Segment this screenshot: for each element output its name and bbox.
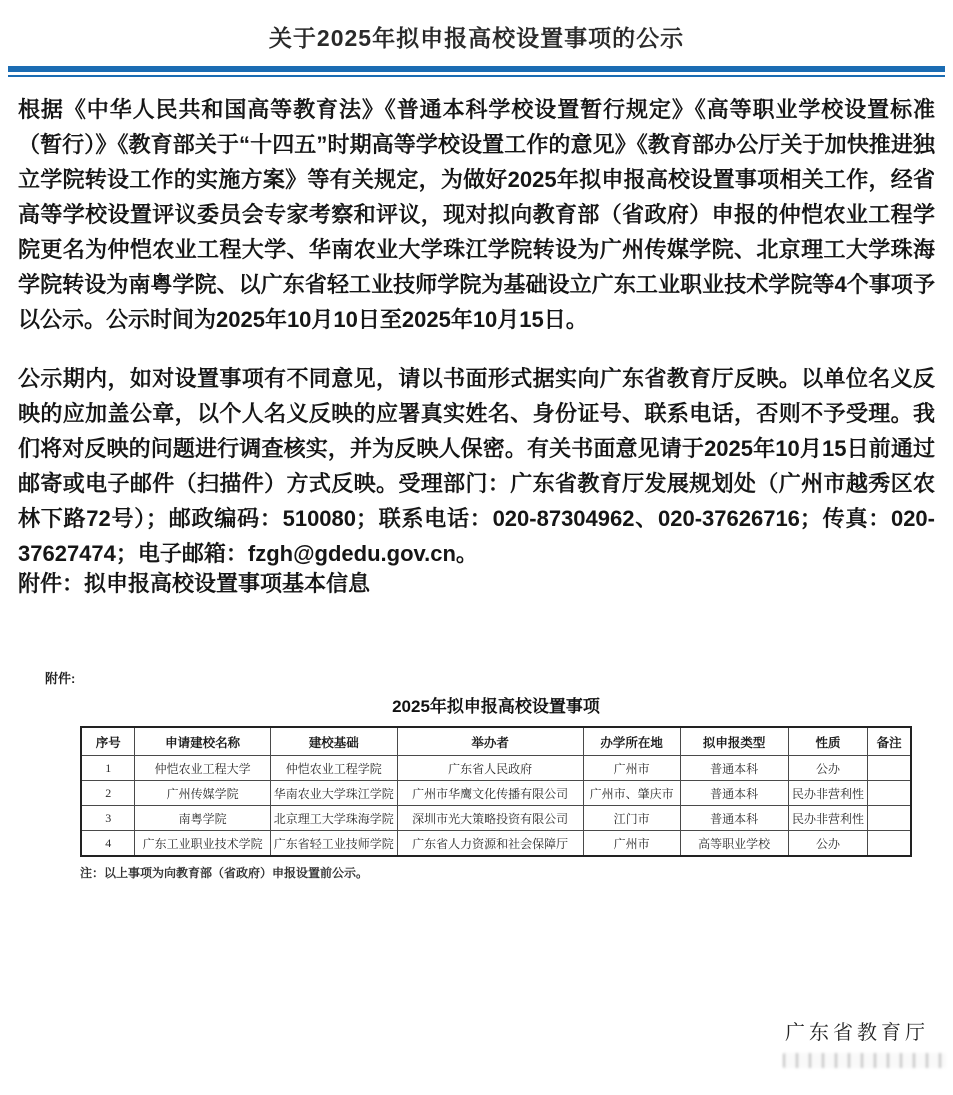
cell-apply-type: 普通本科 (680, 756, 788, 781)
attachment-reference-line: 附件：拟申报高校设置事项基本信息 (18, 571, 371, 596)
blurred-date-smudge (783, 1053, 946, 1068)
paragraph-feedback-instructions: 公示期内，如对设置事项有不同意见，请以书面形式据实向广东省教育厅反映。以单位名义反映的应加盖公章，以个人名义反映的应署真实姓名、身份证号、联系电话，否则不予受理。我们将对反映的问题进行调查核实，并为反映人保密。有关书面意见请于2025年10月15日前通过邮寄或电子邮件（扫描件）方式反映。受理部门：广东省教育厅发展规划处（广州市越秀区农林下路72号）；邮政编码：510080；联系电话：020-87304962、020-37626716；传真：020-37627474；电子邮箱：fzgh@gdedu.gov.cn。 (18, 366, 935, 566)
cell-apply-type: 高等职业学校 (680, 831, 788, 857)
attachment-label: 附件: (45, 671, 76, 686)
cell-location: 广州市 (583, 756, 680, 781)
setup-items-table (80, 726, 912, 857)
col-header-seq: 序号 (81, 727, 135, 756)
table-row (81, 756, 911, 781)
cell-seq: 4 (81, 831, 135, 857)
cell-remarks (868, 781, 911, 806)
cell-location: 江门市 (583, 806, 680, 831)
cell-nature: 民办非营利性 (788, 781, 868, 806)
cell-sponsor: 深圳市光大策略投资有限公司 (397, 806, 583, 831)
cell-sponsor: 广州市华鹰文化传播有限公司 (397, 781, 583, 806)
col-header-apply-type: 拟申报类型 (680, 727, 788, 756)
cell-base: 华南农业大学珠江学院 (270, 781, 397, 806)
divider-thin-line (8, 75, 945, 77)
cell-seq: 1 (81, 756, 135, 781)
cell-sponsor: 广东省人民政府 (397, 756, 583, 781)
cell-nature: 公办 (788, 831, 868, 857)
issuer-signature: 广东省教育厅 (785, 1022, 929, 1044)
table-note: 注：以上事项为向教育部（省政府）申报设置前公示。 (80, 866, 369, 880)
col-header-school-name: 申请建校名称 (135, 727, 270, 756)
cell-base: 广东省轻工业技师学院 (270, 831, 397, 857)
cell-school-name: 仲恺农业工程大学 (135, 756, 270, 781)
col-header-base: 建校基础 (270, 727, 397, 756)
cell-nature: 公办 (788, 756, 868, 781)
cell-base: 仲恺农业工程学院 (270, 756, 397, 781)
cell-base: 北京理工大学珠海学院 (270, 806, 397, 831)
col-header-nature: 性质 (788, 727, 868, 756)
cell-nature: 民办非营利性 (788, 806, 868, 831)
cell-school-name: 南粤学院 (135, 806, 270, 831)
col-header-remarks: 备注 (868, 727, 911, 756)
cell-apply-type: 普通本科 (680, 781, 788, 806)
cell-remarks (868, 756, 911, 781)
cell-remarks (868, 806, 911, 831)
table-title: 2025年拟申报高校设置事项 (392, 697, 600, 716)
cell-remarks (868, 831, 911, 857)
cell-sponsor: 广东省人力资源和社会保障厅 (397, 831, 583, 857)
col-header-sponsor: 举办者 (397, 727, 583, 756)
cell-apply-type: 普通本科 (680, 806, 788, 831)
cell-seq: 2 (81, 781, 135, 806)
paragraph-legal-basis: 根据《中华人民共和国高等教育法》《普通本科学校设置暂行规定》《高等职业学校设置标准（暂行）》《教育部关于“十四五”时期高等学校设置工作的意见》《教育部办公厅关于加快推进独立学院转设工作的实施方案》等有关规定，为做好2025年拟申报高校设置事项相关工作，经省高等学校设置评议委员会专家考察和评议，现对拟向教育部（省政府）申报的仲恺农业工程学院更名为仲恺农业工程大学、华南农业大学珠江学院转设为广州传媒学院、北京理工大学珠海学院转设为南粤学院、以广东省轻工业技师学院为基础设立广东工业职业技术学院等4个事项予以公示。公示时间为2025年10月10日至2025年10月15日。 (18, 97, 935, 332)
col-header-location: 办学所在地 (583, 727, 680, 756)
cell-school-name: 广东工业职业技术学院 (135, 831, 270, 857)
cell-school-name: 广州传媒学院 (135, 781, 270, 806)
table-row (81, 806, 911, 831)
cell-location: 广州市 (583, 831, 680, 857)
page-title: 关于2025年拟申报高校设置事项的公示 (268, 25, 685, 51)
table-header-row (81, 727, 911, 756)
cell-location: 广州市、肇庆市 (583, 781, 680, 806)
divider-thick-line (8, 66, 945, 72)
attachment-table-section (80, 692, 912, 881)
cell-seq: 3 (81, 806, 135, 831)
table-row (81, 781, 911, 806)
table-row (81, 831, 911, 857)
header-divider (8, 66, 945, 77)
